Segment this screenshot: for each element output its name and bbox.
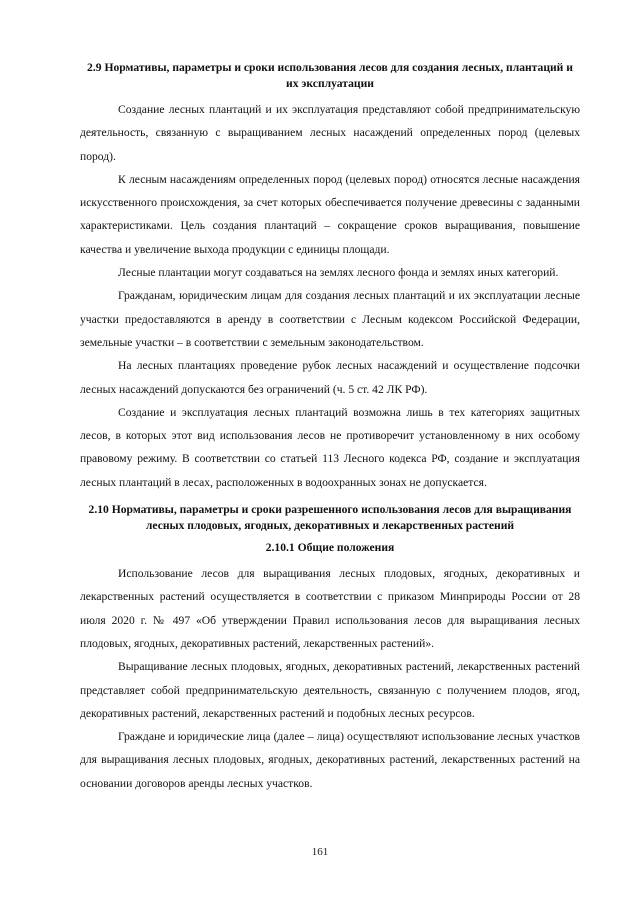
- page-content: [80, 60, 580, 795]
- section-2-9-heading: 2.9 Нормативы, параметры и сроки использования лесов для создания лесных, плантаций и их эксплуатации: [87, 61, 573, 90]
- paragraph: Выращивание лесных плодовых, ягодных, декоративных растений, лекарственных растений представляет собой предпринимательскую деятельность, связанную с получением плодов, ягод, декоративных растений, лекарственных растений и подобных лесных ресурсов.: [80, 660, 580, 720]
- page-number: 161: [311, 846, 329, 858]
- paragraph: Создание лесных плантаций и их эксплуатация представляют собой предпринимательскую деятельность, связанную с выращиванием лесных насаждений определенных пород (целевых пород).: [80, 103, 580, 163]
- section-2-10-heading: 2.10 Нормативы, параметры и сроки разрешенного использования лесов для выращивания лесных плодовых, ягодных, декоративных и лекарственных растений: [88, 503, 572, 533]
- paragraph: Граждане и юридические лица (далее – лица) осуществляют использование лесных участков для выращивания лесных плодовых, ягодных, декоративных растений, лекарственных растений на основании договоров аренды лесных участков.: [80, 730, 580, 790]
- paragraph: Гражданам, юридическим лицам для создания лесных плантаций и их эксплуатации лесные участки предоставляются в аренду в соответствии с Лесным кодексом Российской Федерации, земельные участки – в соответствии с земельным законодательством.: [80, 289, 580, 349]
- section-2-10-1-heading: 2.10.1 Общие положения: [265, 541, 395, 555]
- paragraph: К лесным насаждениям определенных пород (целевых пород) относятся лесные насаждения искусственного происхождения, за счет которых обеспечивается получение древесины с заданными характеристиками. Цель создания плантаций – сокращение сроков выращивания, повышение качества и увеличение выхода продукции с единицы площади.: [80, 172, 580, 256]
- paragraph: Использование лесов для выращивания лесных плодовых, ягодных, декоративных и лекарственных растений осуществляется в соответствии с приказом Минприроды России от 28 июля 2020 г. № 497 «Об утверждении Правил использования лесов для выращивания лесных плодовых, ягодных, декоративных растений, лекарственных растений».: [80, 567, 580, 650]
- paragraph: Лесные плантации могут создаваться на землях лесного фонда и землях иных категорий.: [118, 266, 559, 280]
- paragraph: Создание и эксплуатация лесных плантаций возможна лишь в тех категориях защитных лесов, в которых этот вид использования лесов не противоречит установленному в них особому правовому режиму. В соответствии со статьей 113 Лесного кодекса РФ, создание и эксплуатация лесных плантаций в лесах, расположенных в водоохранных зонах не допускается.: [80, 405, 580, 489]
- paragraph: На лесных плантациях проведение рубок лесных насаждений и осуществление подсочки лесных насаждений допускаются без ограничений (ч. 5 ст. 42 ЛК РФ).: [80, 359, 580, 396]
